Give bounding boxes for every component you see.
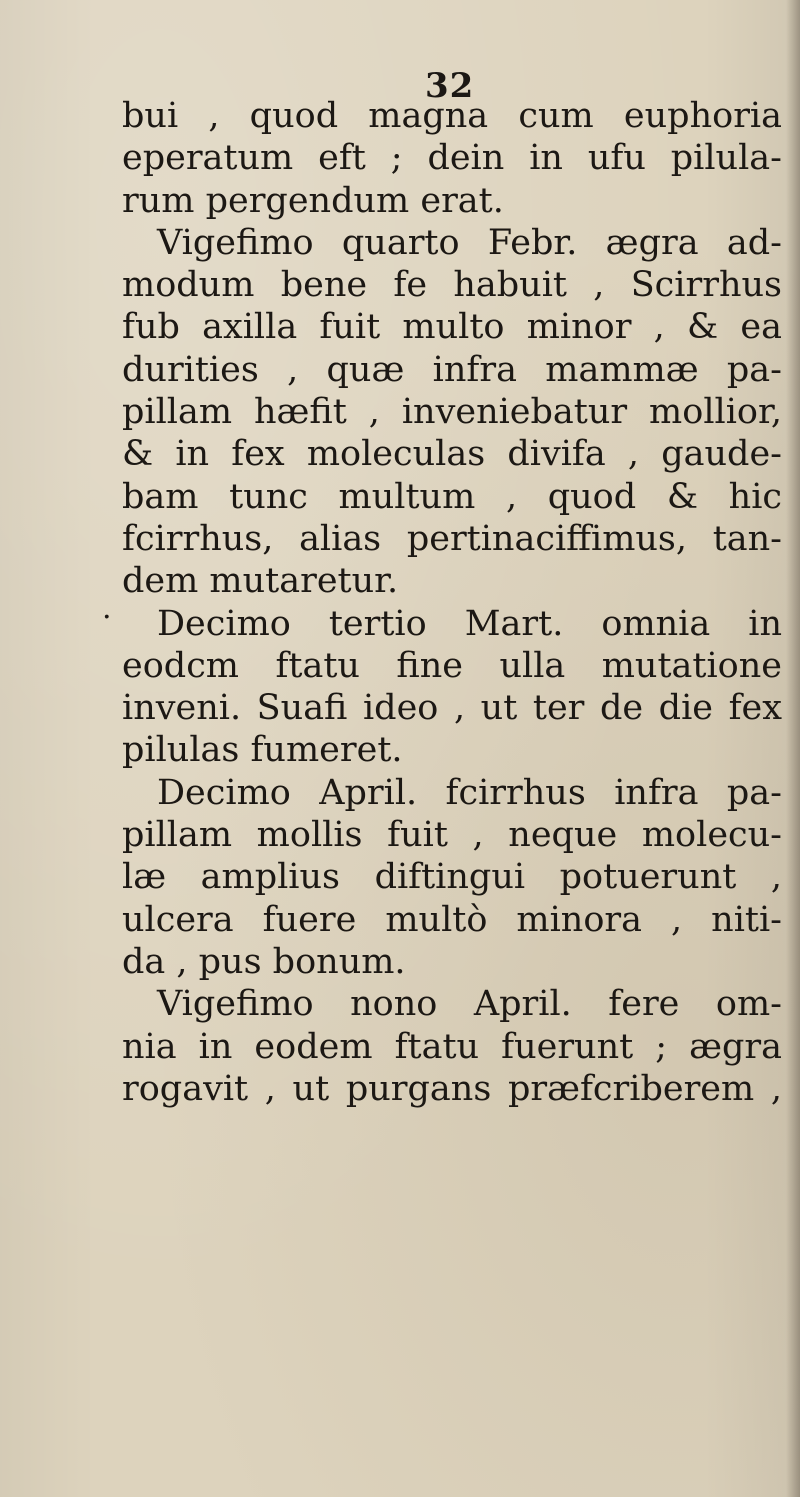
text-line: durities , quæ infra mammæ pa- bbox=[122, 349, 782, 390]
text-line: nia in eodem ftatu fuerunt ; ægra bbox=[122, 1026, 782, 1067]
text-line: da , pus bonum. bbox=[122, 941, 406, 982]
text-line: pillam hæfit , inveniebatur mollior, bbox=[122, 392, 782, 433]
text-line: bam tunc multum , quod & hic bbox=[122, 476, 782, 517]
text-line: Vigefimo quarto Febr. ægra ad- bbox=[157, 222, 782, 263]
text-line: pillam mollis fuit , neque molecu- bbox=[122, 815, 782, 856]
text-line: fcirrhus, alias pertinaciffimus, tan- bbox=[122, 518, 782, 559]
text-line: Vigefimo nono April. fere om- bbox=[157, 984, 782, 1025]
text-line: bui , quod magna cum euphoria bbox=[122, 96, 782, 136]
body-text bbox=[122, 95, 782, 1110]
text-line: Decimo April. fcirrhus infra pa- bbox=[157, 772, 782, 813]
text-line: eodcm ftatu fine ulla mutatione bbox=[122, 645, 782, 686]
text-line: dem mutaretur. bbox=[122, 561, 399, 602]
text-line: læ amplius diftingui potuerunt , bbox=[122, 857, 782, 898]
text-line: inveni. Suafi ideo , ut ter de die fex bbox=[122, 688, 782, 729]
text-line: & in fex moleculas divifa , gaude- bbox=[122, 434, 782, 475]
text-line: modum bene fe habuit , Scirrhus bbox=[122, 265, 782, 306]
text-line: eperatum eft ; dein in ufu pilula- bbox=[122, 138, 782, 179]
page-number: 32 bbox=[425, 66, 475, 106]
text-line: pilulas fumeret. bbox=[122, 730, 403, 771]
text-line: fub axilla fuit multo minor , & ea bbox=[122, 307, 782, 348]
page-edge-shadow bbox=[786, 0, 800, 1497]
text-line: rogavit , ut purgans præfcriberem , bbox=[122, 1068, 782, 1109]
margin-mark: . bbox=[102, 591, 112, 626]
text-line: Decimo tertio Mart. omnia in bbox=[157, 603, 782, 644]
text-line: ulcera fuere multò minora , niti- bbox=[122, 899, 782, 940]
text-line: rum pergendum erat. bbox=[122, 180, 504, 221]
